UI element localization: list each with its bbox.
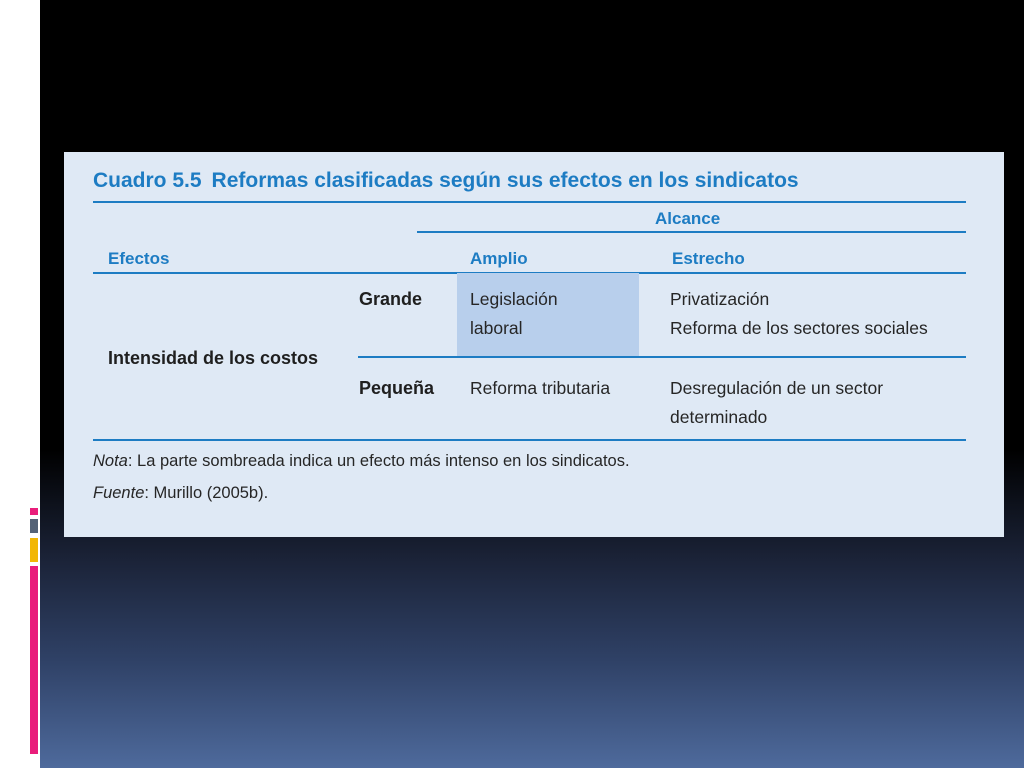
table-note: [93, 452, 630, 471]
table-source: [93, 484, 268, 503]
row-label-grande: Grande: [359, 289, 423, 309]
table-title-text: Reformas clasificadas según sus efectos en los sindicatos: [211, 169, 799, 192]
cell-pequena-estrecho: [670, 374, 883, 432]
title-rule: [93, 201, 966, 203]
note-label: Nota: [93, 452, 128, 470]
table-card: [64, 152, 1004, 537]
cell-line: Desregulación de un sector: [670, 378, 884, 398]
column-header-efectos: Efectos: [108, 249, 170, 268]
row-group-label: Intensidad de los costos: [108, 348, 319, 368]
accent-bar-yellow: [30, 538, 38, 562]
row-label-pequena: Pequeña: [359, 378, 435, 398]
column-header-estrecho: Estrecho: [672, 249, 745, 268]
source-label: Fuente: [93, 484, 145, 502]
group-header-alcance: Alcance: [655, 209, 721, 228]
cell-line: Reforma de los sectores sociales: [670, 318, 928, 338]
table-title: [93, 169, 799, 193]
accent-bar-slate: [30, 519, 38, 533]
note-text: : La parte sombreada indica un efecto más intenso en los sindicatos.: [127, 452, 630, 470]
column-header-amplio: Amplio: [470, 249, 528, 268]
cell-pequena-amplio: [470, 374, 610, 403]
row-rule: [358, 356, 966, 358]
cell-line: Legislación: [470, 289, 558, 309]
cell-grande-estrecho: [670, 285, 928, 343]
table-number: Cuadro 5.5: [93, 169, 202, 192]
accent-bar-magenta-long: [30, 566, 38, 754]
group-header-rule: [417, 231, 966, 233]
accent-bar-magenta-top: [30, 508, 38, 515]
cell-line: Privatización: [670, 289, 770, 309]
cell-line: determinado: [670, 407, 768, 427]
source-text: : Murillo (2005b).: [144, 484, 269, 502]
cell-line: laboral: [470, 318, 523, 338]
cell-line: Reforma tributaria: [470, 378, 611, 398]
vertical-lines-icon: [20, 48, 42, 118]
cell-grande-amplio: [470, 285, 558, 343]
table-bottom-rule: [93, 439, 966, 441]
